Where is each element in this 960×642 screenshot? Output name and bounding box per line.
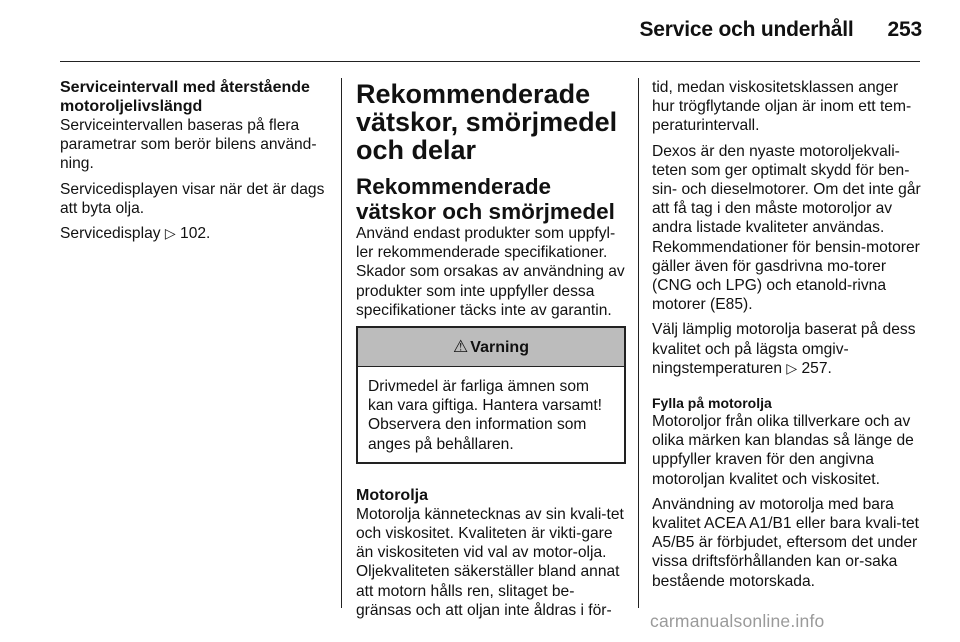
paragraph: Servicedisplayen visar när det är dags att byta olja. (60, 180, 325, 217)
page-ref-icon: ▷ (164, 225, 176, 242)
oil-temperature-ref (652, 320, 922, 378)
warning-header (358, 328, 624, 367)
service-display-ref (60, 224, 328, 243)
page-header (640, 18, 923, 42)
section-title: Service och underhåll (639, 18, 854, 41)
warning-icon: ⚠ (453, 337, 469, 357)
fill-oil-heading: Fylla på motorolja (652, 395, 772, 412)
paragraph: Serviceintervallen baseras på flera parametrar som berör bilens använd-ning. (60, 117, 317, 173)
column-2 (356, 78, 626, 626)
paragraph: Användning av motorolja med bara kvalitet ACEA A1/B1 eller bara kvali-tet A5/B5 är förbjudet, eftersom det under vissa driftsförhållanden kan or-saka bestående motorskada. (652, 495, 919, 590)
column-1 (60, 78, 328, 249)
warning-text: Drivmedel är farliga ämnen som kan vara giftiga. Hantera varsamt! Observera den information som anges på behållaren. (368, 378, 603, 453)
ref-page: 102. (180, 225, 211, 243)
column-3 (652, 78, 922, 597)
warning-box (356, 326, 626, 464)
motorolja-heading: Motorolja (356, 486, 428, 504)
column-divider-1 (341, 78, 342, 608)
paragraph: Dexos är den nyaste motoroljekvali-teten som ger optimalt skydd för ben-sin- och dieselmotorer. Om det inte går att få tag i den måste motoroljor av andra listade kvaliteter användas. Rekommendationer för bensin-motorer gäller även för gasdrivna mo-torer (CNG och LPG) och etanold-rivna motorer (E85). (652, 142, 921, 314)
ref-text: Servicedisplay (60, 225, 161, 243)
paragraph: tid, medan viskositetsklassen anger hur trögflytande oljan är inom ett tem-peraturintervall. (652, 79, 912, 135)
watermark: carmanualsonline.info (650, 611, 825, 631)
warning-title: Varning (470, 339, 529, 357)
sub-heading: Rekommenderade vätskor och smörjmedel (356, 174, 615, 224)
paragraph: Motorolja kännetecknas av sin kvali-tet och viskositet. Kvaliteten är vikti-gare än viskositeten vid val av motor-olja. Oljekvaliteten säkerställer bland annat att motorn hålls ren, slitaget be-gränsas och att oljan inte åldras i för- (356, 505, 624, 619)
service-interval-heading: Serviceintervall med återstående motoroljelivslängd (60, 79, 310, 115)
header-rule (60, 61, 920, 62)
paragraph: Motoroljor från olika tillverkare och av olika märken kan blandas så länge de uppfyller kraven för den angivna motoroljan kvalitet och viskositet. (652, 413, 914, 488)
page-number: 253 (887, 18, 922, 41)
main-heading: Rekommenderade vätskor, smörjmedel och delar (356, 79, 618, 165)
ref-page: 257. (801, 359, 832, 377)
page-ref-icon: ▷ (786, 359, 798, 376)
column-divider-2 (638, 78, 639, 608)
paragraph: Använd endast produkter som uppfyl-ler rekommenderade specifikationer. Skador som orsakas av användning av produkter som inte uppfyller dessa specifikationer täcks inte av garantin. (356, 225, 625, 319)
ref-text: Välj lämplig motorolja baserat på dess kvalitet och på lägsta omgiv-ningstemperaturen (652, 321, 916, 377)
